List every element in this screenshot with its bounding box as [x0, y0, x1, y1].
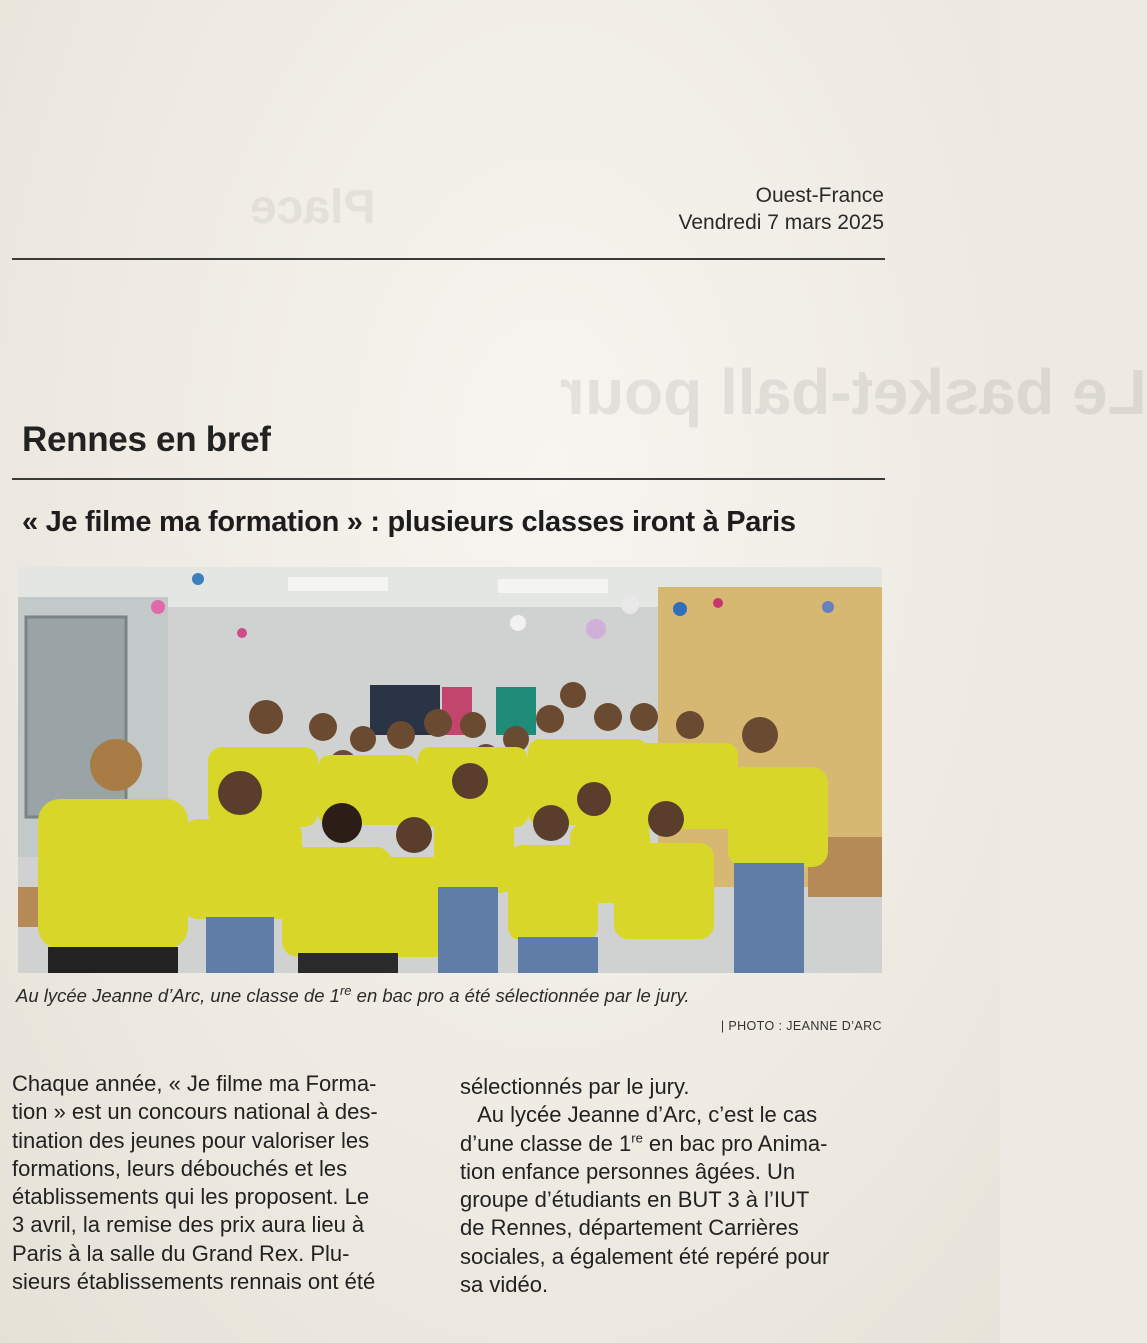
- body-line: Chaque année, « Je filme ma Forma-: [12, 1071, 377, 1096]
- body-line-part: d’une classe de 1: [460, 1130, 632, 1156]
- publication-header: [679, 182, 884, 236]
- article-column-2: [460, 1073, 880, 1299]
- body-line: de Rennes, département Carrières: [460, 1215, 799, 1241]
- article-photo: [18, 567, 882, 973]
- body-line: tion enfance personnes âgées. Un: [460, 1158, 796, 1184]
- body-superscript: re: [631, 1130, 643, 1146]
- caption-superscript: re: [339, 982, 352, 998]
- caption-text-end: en bac pro a été sélectionnée par le jury.: [351, 985, 690, 1006]
- classroom-photo-illustration: [18, 567, 882, 973]
- section-rule: [12, 478, 885, 480]
- body-line: groupe d’étudiants en BUT 3 à l’IUT: [460, 1187, 810, 1213]
- section-title: Rennes en bref: [22, 420, 271, 459]
- caption-text-start: Au lycée Jeanne d’Arc, une classe de 1: [16, 985, 340, 1006]
- article-headline: « Je filme ma formation » : plusieurs classes iront à Paris: [22, 506, 796, 538]
- article-column-1: [12, 1070, 428, 1296]
- photo-caption: [16, 982, 690, 1007]
- body-line: établissements qui les proposent. Le: [12, 1184, 370, 1210]
- publication-date: Vendredi 7 mars 2025: [678, 211, 884, 234]
- photo-credit: | PHOTO : JEANNE D’ARC: [720, 1019, 882, 1033]
- body-line: tination des jeunes pour valoriser les: [12, 1127, 370, 1153]
- body-line: formations, leurs débouchés et les: [12, 1155, 348, 1181]
- publication-name: Ouest-France: [755, 184, 884, 207]
- body-line: 3 avril, la remise des prix aura lieu à: [12, 1212, 365, 1238]
- body-line: sociales, a également été repéré pour: [460, 1243, 830, 1269]
- body-line: sélectionnés par le jury.: [460, 1074, 690, 1099]
- bleed-through-text: Place: [250, 181, 376, 234]
- body-line: sieurs établissements rennais ont été: [12, 1269, 376, 1295]
- header-rule: [12, 258, 885, 260]
- body-line: sa vidéo.: [460, 1272, 549, 1298]
- body-line: tion » est un concours national à des-: [12, 1099, 378, 1125]
- bleed-through-text: Le basket-ball pour: [560, 356, 1147, 428]
- body-line: Au lycée Jeanne d’Arc, c’est le cas: [460, 1102, 818, 1128]
- body-line: Paris à la salle du Grand Rex. Plu-: [12, 1240, 350, 1266]
- body-line: [460, 1130, 880, 1158]
- body-line-part: en bac pro Anima-: [642, 1130, 828, 1156]
